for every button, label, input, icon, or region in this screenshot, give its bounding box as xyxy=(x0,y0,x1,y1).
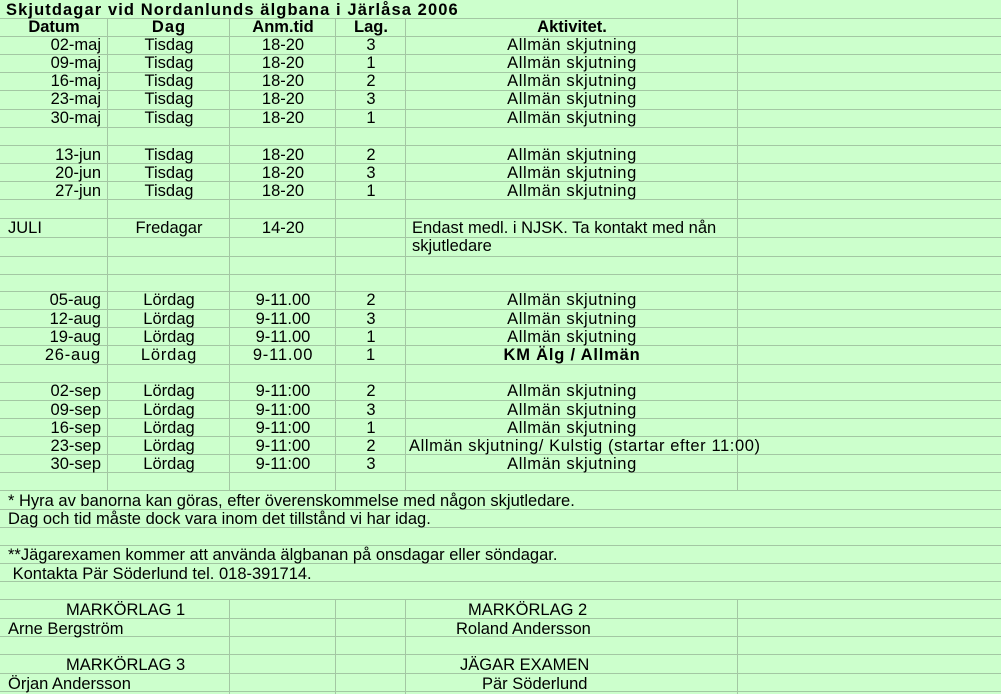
grid-row-line xyxy=(0,599,1001,600)
row-anm-tid: 18-20 xyxy=(261,109,305,127)
row-anm-tid: 18-20 xyxy=(261,54,305,72)
row-dag: Tisdag xyxy=(144,90,194,108)
row-dag: Lördag xyxy=(143,437,195,455)
note-hyra-line2: Dag och tid måste dock vara inom det tillstånd vi har idag. xyxy=(8,510,431,528)
team-1-title: MARKÖRLAG 1 xyxy=(66,601,186,619)
exam-title: JÄGAR EXAMEN xyxy=(460,656,590,674)
row-datum: 19-aug xyxy=(49,328,101,346)
juli-tid: 14-20 xyxy=(261,219,305,237)
row-aktivitet: Allmän skjutning xyxy=(507,419,637,437)
row-aktivitet: Allmän skjutning xyxy=(507,54,637,72)
row-dag: Tisdag xyxy=(144,146,194,164)
row-aktivitet: KM Älg / Allmän xyxy=(503,346,641,364)
row-lag: 2 xyxy=(366,382,376,400)
row-aktivitet: Allmän skjutning xyxy=(507,291,637,309)
row-datum: 13-jun xyxy=(55,146,101,164)
row-datum: 02-maj xyxy=(50,36,101,54)
grid-column-line xyxy=(737,599,738,694)
row-anm-tid: 18-20 xyxy=(261,36,305,54)
row-datum: 23-maj xyxy=(50,90,101,108)
row-dag: Lördag xyxy=(143,455,195,473)
header-dag: Dag xyxy=(151,18,187,36)
row-aktivitet: Allmän skjutning xyxy=(507,328,637,346)
row-datum: 09-maj xyxy=(50,54,101,72)
row-dag: Tisdag xyxy=(144,182,194,200)
row-datum: 16-maj xyxy=(50,72,101,90)
row-anm-tid: 9-11.00 xyxy=(255,310,311,328)
row-datum: 27-jun xyxy=(55,182,101,200)
note-hyra-line1: * Hyra av banorna kan göras, efter överenskommelse med någon skjutledare. xyxy=(8,492,575,510)
note-jagar-line1: **Jägarexamen kommer att använda älgbanan på onsdagar eller söndagar. xyxy=(8,546,558,564)
row-datum: 30-sep xyxy=(50,455,101,473)
row-dag: Lördag xyxy=(140,346,198,364)
row-datum: 20-jun xyxy=(55,164,101,182)
row-anm-tid: 9-11:00 xyxy=(255,382,311,400)
team-3-title: MARKÖRLAG 3 xyxy=(66,656,186,674)
row-datum: 16-sep xyxy=(50,419,101,437)
row-anm-tid: 9-11.00 xyxy=(255,291,311,309)
header-aktivitet: Aktivitet. xyxy=(537,18,607,36)
row-anm-tid: 9-11:00 xyxy=(255,401,311,419)
row-datum: 23-sep xyxy=(50,437,101,455)
row-dag: Lördag xyxy=(143,382,195,400)
team-2-title: MARKÖRLAG 2 xyxy=(468,601,588,619)
juli-dag: Fredagar xyxy=(135,219,203,237)
grid-row-line xyxy=(0,364,1001,365)
exam-name: Pär Söderlund xyxy=(482,675,588,693)
row-aktivitet: Allmän skjutning xyxy=(507,90,637,108)
grid-row-line xyxy=(0,654,1001,655)
row-aktivitet: Allmän skjutning xyxy=(507,382,637,400)
row-datum: 02-sep xyxy=(50,382,101,400)
row-anm-tid: 9-11:00 xyxy=(255,419,311,437)
row-anm-tid: 9-11.00 xyxy=(252,346,314,364)
row-datum: 09-sep xyxy=(50,401,101,419)
row-dag: Lördag xyxy=(143,419,195,437)
row-lag: 2 xyxy=(366,437,376,455)
juli-datum: JULI xyxy=(8,219,42,237)
grid-row-line xyxy=(0,256,1001,257)
row-datum: 12-aug xyxy=(49,310,101,328)
row-anm-tid: 18-20 xyxy=(261,164,305,182)
header-lag: Lag. xyxy=(354,18,388,36)
row-aktivitet: Allmän skjutning xyxy=(507,36,637,54)
sheet-title: Skjutdagar vid Nordanlunds älgbana i Järlåsa 2006 xyxy=(6,1,459,19)
row-lag: 1 xyxy=(366,182,376,200)
row-dag: Lördag xyxy=(143,291,195,309)
row-lag: 2 xyxy=(366,146,376,164)
row-lag: 3 xyxy=(366,90,376,108)
row-lag: 1 xyxy=(366,109,376,127)
row-anm-tid: 9-11:00 xyxy=(255,437,311,455)
row-lag: 3 xyxy=(366,455,376,473)
header-datum: Datum xyxy=(28,18,80,36)
row-aktivitet: Allmän skjutning xyxy=(507,109,637,127)
row-aktivitet: Allmän skjutning xyxy=(507,401,637,419)
grid-column-line xyxy=(405,599,406,694)
row-anm-tid: 9-11.00 xyxy=(255,328,311,346)
row-lag: 2 xyxy=(366,72,376,90)
row-datum: 05-aug xyxy=(49,291,101,309)
row-dag: Tisdag xyxy=(144,72,194,90)
row-aktivitet: Allmän skjutning/ Kulstig (startar efter 11:00) xyxy=(409,437,761,455)
grid-row-line xyxy=(0,127,1001,128)
team-1-name: Arne Bergström xyxy=(8,620,124,638)
row-anm-tid: 18-20 xyxy=(261,182,305,200)
row-dag: Tisdag xyxy=(144,54,194,72)
row-lag: 1 xyxy=(366,346,376,364)
row-anm-tid: 18-20 xyxy=(261,146,305,164)
juli-aktivitet: Endast medl. i NJSK. Ta kontakt med nån skjutledare xyxy=(412,219,717,255)
row-datum: 30-maj xyxy=(50,109,101,127)
team-3-name: Örjan Andersson xyxy=(8,675,131,693)
row-aktivitet: Allmän skjutning xyxy=(507,310,637,328)
row-lag: 2 xyxy=(366,291,376,309)
row-datum: 26-aug xyxy=(44,346,101,364)
row-aktivitet: Allmän skjutning xyxy=(507,72,637,90)
row-lag: 3 xyxy=(366,36,376,54)
note-jagar-line2: Kontakta Pär Söderlund tel. 018-391714. xyxy=(8,565,312,583)
grid-row-line xyxy=(0,274,1001,275)
row-aktivitet: Allmän skjutning xyxy=(507,164,637,182)
row-dag: Tisdag xyxy=(144,109,194,127)
row-dag: Tisdag xyxy=(144,36,194,54)
row-aktivitet: Allmän skjutning xyxy=(507,455,637,473)
row-lag: 3 xyxy=(366,401,376,419)
row-lag: 3 xyxy=(366,310,376,328)
row-aktivitet: Allmän skjutning xyxy=(507,146,637,164)
row-aktivitet: Allmän skjutning xyxy=(507,182,637,200)
row-dag: Tisdag xyxy=(144,164,194,182)
row-lag: 1 xyxy=(366,419,376,437)
row-lag: 1 xyxy=(366,328,376,346)
row-lag: 1 xyxy=(366,54,376,72)
grid-column-line xyxy=(229,599,230,694)
row-lag: 3 xyxy=(366,164,376,182)
grid-column-line xyxy=(335,599,336,694)
row-dag: Lördag xyxy=(143,328,195,346)
row-dag: Lördag xyxy=(143,401,195,419)
team-2-name: Roland Andersson xyxy=(456,620,591,638)
header-anm-tid: Anm.tid xyxy=(252,18,314,36)
row-anm-tid: 9-11:00 xyxy=(255,455,311,473)
grid-row-line xyxy=(0,490,1001,491)
row-anm-tid: 18-20 xyxy=(261,90,305,108)
row-dag: Lördag xyxy=(143,310,195,328)
row-anm-tid: 18-20 xyxy=(261,72,305,90)
